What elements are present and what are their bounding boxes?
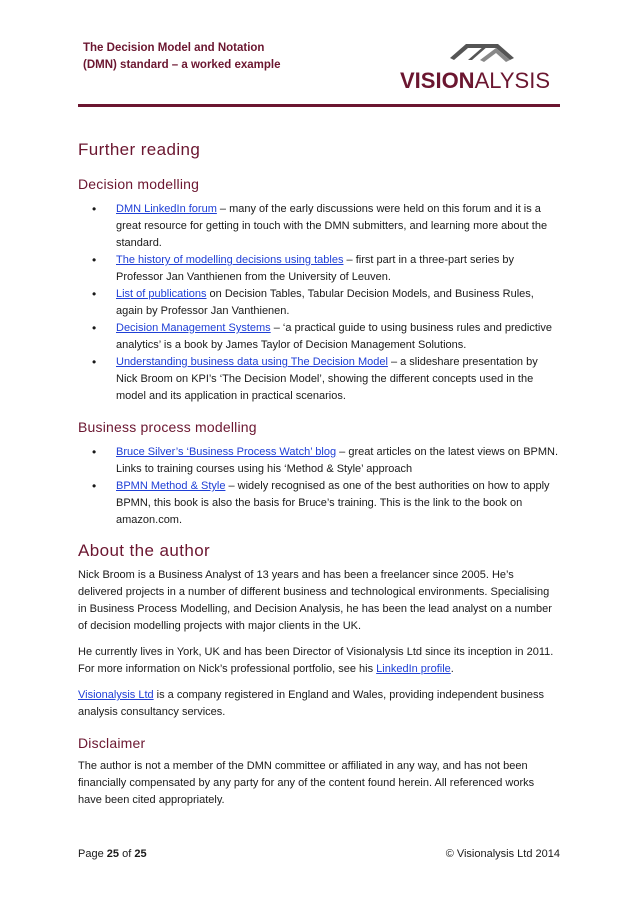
list-item: • DMN LinkedIn forum – many of the early discussions were held on this forum and it is a great resource for getting in touch with the DMN submitters, and learning more about the standard. xyxy=(92,202,548,249)
list-item: • The history of modelling decisions using tables – first part in a three-part series by Professor Jan Vanthienen from the University of Leuven. xyxy=(92,253,515,283)
disclaimer-heading: Disclaimer xyxy=(78,735,146,751)
document-header-title xyxy=(83,40,343,74)
reference-description: on Decision Tables, Tabular Decision Models, and Business Rules, again by Professor Jan Vanthienen. xyxy=(116,288,534,317)
reference-description: – a slideshare presentation by Nick Broom on KPI’s ‘The Decision Model’, showing the different concepts used in the model and its application in practical scenarios. xyxy=(116,356,538,402)
reference-description: – widely recognised as one of the best authorities on how to apply BPMN, this book is also the basis for Bruce’s training. This is the link to the book on amazon.com. xyxy=(116,480,550,526)
visionalysis-logo xyxy=(398,36,558,98)
page-footer xyxy=(78,848,560,860)
page-content xyxy=(78,138,560,809)
list-item: • Understanding business data using The Decision Model – a slideshare presentation by Nick Broom on KPI’s ‘The Decision Model’, showing the different concepts used in the model and its application in practical scenarios. xyxy=(92,355,538,402)
reference-description: – many of the early discussions were held on this forum and it is a great resource for getting in touch with the DMN submitters, and learning more about the standard. xyxy=(116,203,548,249)
business-process-modelling-list xyxy=(78,444,560,529)
about-paragraph-2-end: . xyxy=(450,663,454,675)
page-total: 25 xyxy=(134,848,147,860)
reference-link[interactable]: List of publications xyxy=(116,288,207,300)
reference-link[interactable]: Decision Management Systems xyxy=(116,322,271,334)
reference-link[interactable]: Bruce Silver’s ‘Business Process Watch’ blog xyxy=(116,446,337,458)
visionalysis-link[interactable]: Visionalysis Ltd xyxy=(78,689,154,701)
reference-description: – first part in a three-part series by Professor Jan Vanthienen from the University of Leuven. xyxy=(116,254,515,283)
decision-modelling-heading: Decision modelling xyxy=(78,176,200,192)
disclaimer-text: The author is not a member of the DMN committee or affiliated in any way, and has not been financially compensated by any party for any of the content found herein. All referenced works have been cited appropriately. xyxy=(78,760,535,806)
list-item: • List of publications on Decision Tables, Tabular Decision Models, and Business Rules, again by Professor Jan Vanthienen. xyxy=(92,287,534,317)
list-item: • BPMN Method & Style – widely recognised as one of the best authorities on how to apply BPMN, this book is also the basis for Bruce’s training. This is the link to the book on amazon.com. xyxy=(92,479,550,526)
reference-link[interactable]: The history of modelling decisions using tables xyxy=(116,254,344,266)
reference-description: – ‘a practical guide to using business rules and predictive analytics’ is a book by James Taylor of Decision Management Solutions. xyxy=(116,322,552,351)
about-author-heading: About the author xyxy=(78,541,211,560)
page-current: 25 xyxy=(106,848,120,860)
page-of: of xyxy=(122,848,132,860)
header-divider xyxy=(78,104,560,107)
list-item: • Decision Management Systems – ‘a practical guide to using business rules and predictive analytics’ is a book by James Taylor of Decision Management Solutions. xyxy=(92,321,552,351)
visionalysis-logo-icon xyxy=(398,36,558,98)
header-title-line-2: (DMN) standard – a worked example xyxy=(83,59,281,71)
about-paragraph-2 xyxy=(78,644,560,678)
business-process-modelling-heading: Business process modelling xyxy=(78,419,257,435)
about-paragraph-3 xyxy=(78,687,560,721)
page-label: Page xyxy=(78,848,104,860)
copyright-notice: © Visionalysis Ltd 2014 xyxy=(445,848,560,860)
about-paragraph-3-text: is a company registered in England and Wales, providing independent business analysis consultancy services. xyxy=(78,689,544,718)
logo-wordmark: VISIONALYSIS xyxy=(400,68,550,93)
about-paragraph-1: Nick Broom is a Business Analyst of 13 years and has been a freelancer since 2005. He’s delivered projects in a number of different business and technological environments. Specialising in Business Process Modelling, and Decision Analysis, he has been the lead analyst on a number of decision modelling projects with major clients in the UK. xyxy=(78,569,552,632)
reference-link[interactable]: BPMN Method & Style xyxy=(116,480,226,492)
about-paragraph-2-text: He currently lives in York, UK and has been Director of Visionalysis Ltd since its inception in 2011. For more information on Nick’s professional portfolio, see his xyxy=(78,646,554,675)
further-reading-heading: Further reading xyxy=(78,140,201,159)
decision-modelling-list xyxy=(78,201,560,405)
list-item: • Bruce Silver’s ‘Business Process Watch’ blog – great articles on the latest views on BPMN. Links to training courses using his ‘Method & Style’ approach xyxy=(92,445,559,475)
linkedin-profile-link[interactable]: LinkedIn profile xyxy=(376,663,451,675)
header-title-line-1: The Decision Model and Notation xyxy=(83,42,265,54)
page-number xyxy=(78,848,147,860)
reference-link[interactable]: DMN LinkedIn forum xyxy=(116,203,217,215)
reference-link[interactable]: Understanding business data using The Decision Model xyxy=(116,356,388,368)
reference-description: – great articles on the latest views on BPMN. Links to training courses using his ‘Method & Style’ approach xyxy=(116,446,559,475)
